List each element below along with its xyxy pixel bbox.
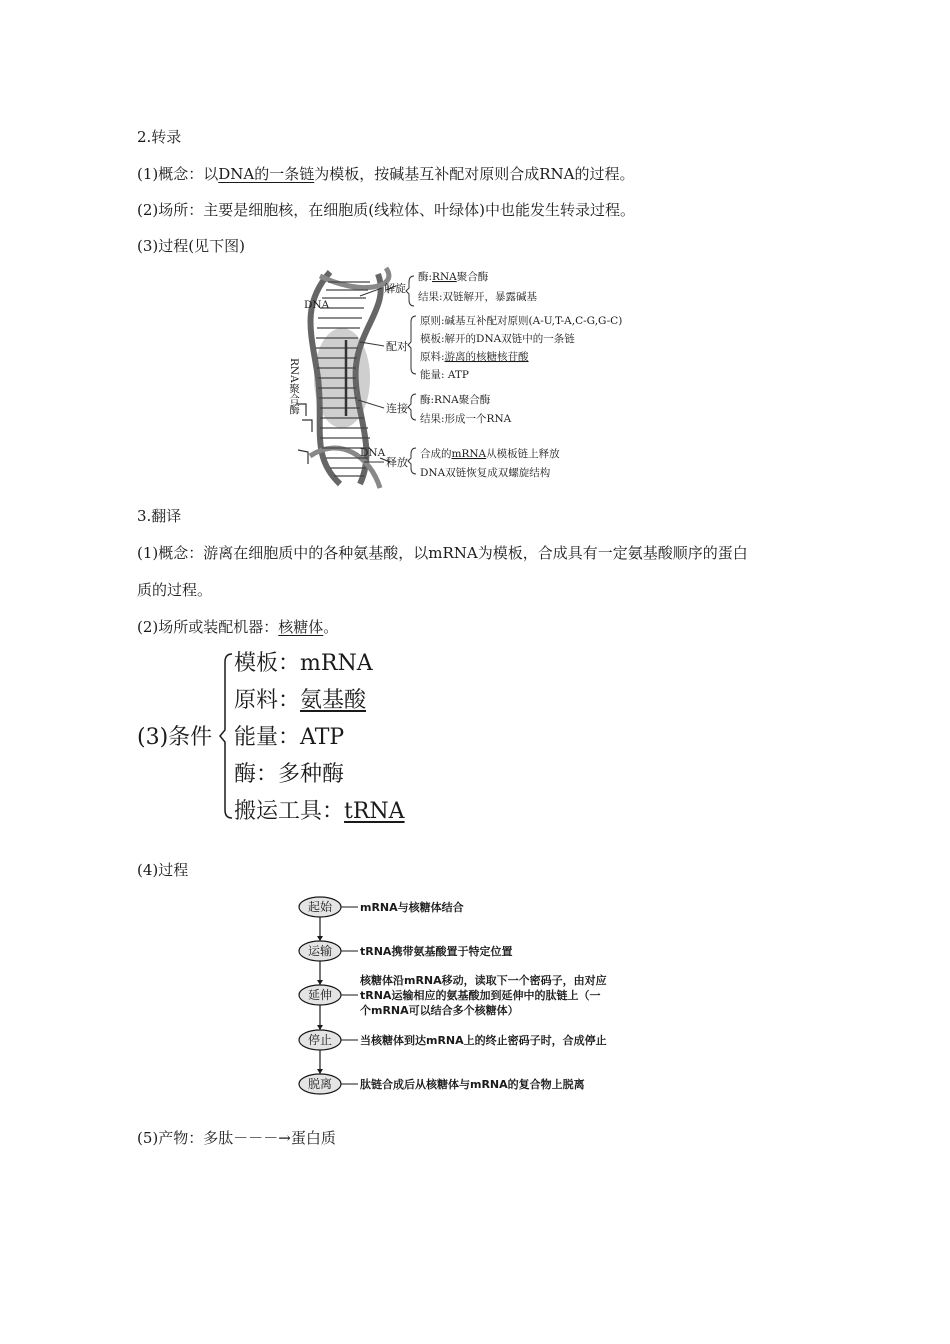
cond-material: 原料：氨基酸 — [234, 688, 367, 713]
concept-suffix: 为模板，按碱基互补配对原则合成RNA的过程。 — [314, 165, 635, 183]
section-title-translation: 3.翻译 — [137, 507, 182, 525]
transcription-concept — [137, 164, 635, 184]
translation-site: (2)场所或装配机器：核糖体。 — [137, 618, 339, 636]
step-pair: 配对 — [386, 340, 408, 353]
step-link: 连接 — [386, 402, 408, 415]
release-line2: DNA双链恢复成双螺旋结构 — [420, 467, 551, 479]
step-unwind: 解旋 — [384, 282, 406, 295]
transcription-diagram — [290, 266, 670, 490]
flow-step-text: 核糖体沿mRNA移动，读取下一个密码子，由对应 — [360, 974, 607, 987]
concept-underlined: DNA的一条链 — [218, 165, 315, 183]
translation-concept-line1: (1)概念：游离在细胞质中的各种氨基酸，以mRNA为模板，合成具有一定氨基酸顺序的蛋白 — [137, 544, 748, 562]
transcription-process-heading: (3)过程(见下图) — [137, 237, 245, 255]
link-brace — [408, 394, 416, 420]
flow-step — [299, 1025, 607, 1050]
svg-text:RNA聚合酶: RNA聚合酶 — [288, 358, 300, 415]
cond-enzyme: 酶：多种酶 — [234, 762, 345, 787]
concept-prefix: (1)概念：以 — [137, 165, 219, 183]
release-line1: 合成的mRNA从模板链上释放 — [420, 448, 560, 460]
pair-energy: 能量: ATP — [420, 369, 469, 381]
flow-node-label: 停止 — [307, 1033, 333, 1047]
rna-polymerase-label — [288, 358, 300, 415]
conditions-brace — [218, 652, 234, 828]
translation-product: (5)产物：多肽－－－→蛋白质 — [137, 1129, 336, 1147]
flow-arrow — [317, 1025, 323, 1030]
flow-step-text: tRNA携带氨基酸置于特定位置 — [360, 945, 513, 958]
link-enzyme: 酶:RNA聚合酶 — [420, 394, 491, 406]
cond-energy: 能量：ATP — [234, 725, 345, 750]
site-underlined: 核糖体 — [278, 618, 324, 636]
conditions-label: (3)条件 — [137, 725, 213, 750]
link-result: 结果:形成一个RNA — [420, 413, 512, 425]
flow-step-text: 个mRNA可以结合多个核糖体） — [360, 1004, 519, 1017]
flow-step-text: 肽链合成后从核糖体与mRNA的复合物上脱离 — [360, 1078, 585, 1091]
cond-carrier: 搬运工具：tRNA — [234, 799, 405, 824]
flow-step — [299, 973, 607, 1017]
translation-concept-line2: 质的过程。 — [137, 581, 213, 599]
flow-arrow — [317, 980, 323, 985]
flow-step — [299, 1069, 585, 1094]
unwind-result: 结果:双链解开，暴露碱基 — [418, 291, 538, 303]
pair-material: 原料:游离的核糖核苷酸 — [420, 351, 529, 363]
unwind-brace — [406, 276, 414, 306]
flow-step — [299, 897, 464, 917]
transcription-site: (2)场所：主要是细胞核，在细胞质(线粒体、叶绿体)中也能发生转录过程。 — [137, 201, 635, 219]
unwind-enzyme: 酶:RNA聚合酶 — [418, 271, 489, 283]
release-brace — [408, 448, 416, 474]
section-title-transcription: 2.转录 — [137, 128, 182, 146]
dna-label-2: DNA — [360, 447, 386, 459]
cond-template: 模板：mRNA — [234, 651, 373, 676]
dna-label: DNA — [304, 299, 330, 311]
step-release: 释放 — [386, 456, 408, 469]
flow-arrow — [317, 936, 323, 941]
pair-template: 模板:解开的DNA双链中的一条链 — [420, 333, 575, 345]
translation-flowchart — [296, 893, 656, 1103]
flow-step-text: 当核糖体到达mRNA上的终止密码子时，合成停止 — [360, 1034, 607, 1047]
flow-step-text: tRNA运输相应的氨基酸加到延伸中的肽链上（一 — [360, 989, 601, 1002]
flow-node-label: 起始 — [307, 900, 333, 914]
flow-arrow — [317, 1069, 323, 1074]
flow-step — [299, 936, 512, 961]
flow-node-label: 运输 — [307, 944, 333, 958]
pair-rule: 原则:碱基互补配对原则(A-U,T-A,C-G,G-C) — [420, 315, 623, 327]
translation-process-heading: (4)过程 — [137, 861, 189, 879]
flow-node-label: 延伸 — [307, 988, 333, 1002]
flow-node-label: 脱离 — [307, 1077, 333, 1091]
flow-step-text: mRNA与核糖体结合 — [360, 901, 464, 914]
pair-brace — [408, 316, 416, 374]
